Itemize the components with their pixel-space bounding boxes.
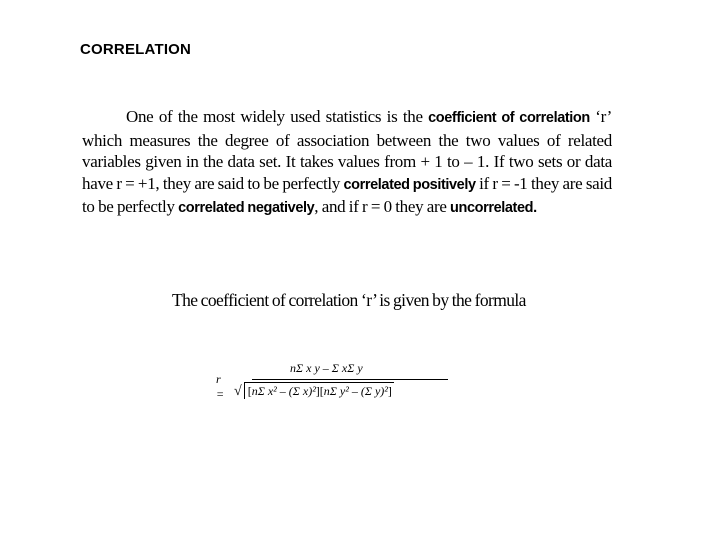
bracket-close: ] bbox=[387, 384, 392, 398]
bold-term-correlated-positively: correlated positively bbox=[343, 176, 476, 193]
denominator-x-term: nΣ x² – (Σ x)² bbox=[251, 384, 316, 398]
denominator-y-term: nΣ y² – (Σ y)² bbox=[323, 384, 388, 398]
fraction-bar bbox=[252, 379, 448, 380]
definition-paragraph bbox=[82, 106, 612, 220]
formula-lhs: r = bbox=[216, 372, 225, 401]
sqrt-symbol-icon: √ bbox=[234, 384, 242, 399]
bold-term-correlated-negatively: correlated negatively bbox=[178, 200, 315, 216]
paragraph-text: if r = -1 they are said to be perfectly bbox=[82, 173, 613, 216]
paragraph-text: One of the most widely used statistics is the bbox=[126, 107, 429, 126]
slide-title: CORRELATION bbox=[80, 41, 192, 58]
paragraph-text: , and if r = 0 they are bbox=[314, 197, 451, 216]
bold-term-coefficient-of-correlation: coefficient of correlation bbox=[428, 110, 590, 126]
bold-term-uncorrelated: uncorrelated. bbox=[450, 200, 537, 216]
radicand bbox=[244, 382, 394, 399]
bracket-open: [ bbox=[319, 384, 324, 398]
formula-numerator: nΣ x y – Σ xΣ y bbox=[290, 361, 363, 375]
formula-intro: The coefficient of correlation ‘r’ is given by the formula bbox=[172, 290, 526, 310]
formula-denominator bbox=[234, 382, 394, 400]
bracket-open: [ bbox=[247, 384, 252, 398]
paragraph-text: ‘r’ which measures the degree of association between the two values of related variables given in the data set. It takes values from + 1 to – 1. If two sets or data have r = +1, they are said to be perfectly bbox=[82, 107, 612, 193]
bracket-close: ] bbox=[315, 384, 320, 398]
